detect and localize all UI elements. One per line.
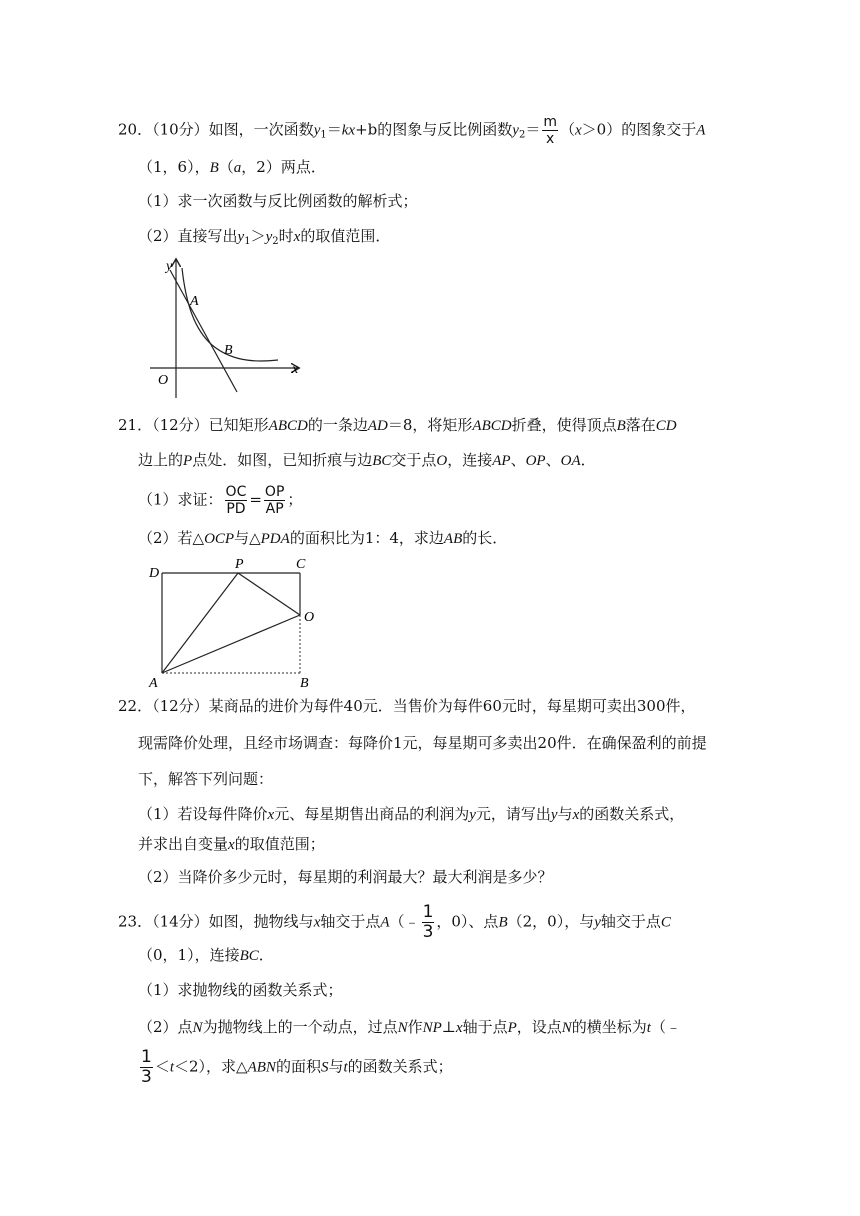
q20-function-graph — [140, 250, 310, 400]
q21-rectangle-figure — [140, 555, 330, 690]
q23-fraction-one-third-2: $\frac{1}{3}$ — [141, 1047, 152, 1087]
label-c: C — [296, 557, 306, 572]
q22-line-1: 22．（12分）某商品的进价为每件40元．当售价为每件60元时，每星期可卖出300件， — [118, 697, 696, 715]
label-o: O — [304, 610, 315, 625]
q22-line-2: 现需降价处理，且经市场调查：每降价1元，每星期可多卖出20件．在确保盈利的前提 — [138, 734, 707, 752]
segment-ap — [162, 573, 238, 673]
label-d: D — [149, 566, 160, 581]
q22-part-2: （2）当降价多少元时，每星期的利润最大？最大利润是多少？ — [138, 868, 553, 886]
q21-part-2: （2）若△OCP与△PDA的面积比为1：4，求边AB的长． — [138, 529, 508, 547]
q23-part-2: （2）点N为抛物线上的一个动点，过点N作NP⊥x轴于点P，设点N的横坐标为t（﹣ — [138, 1018, 681, 1036]
q21-line-2: 边上的P点处．如图，已知折痕与边BC交于点O，连接AP、OP、OA． — [138, 451, 596, 469]
label-b: B — [300, 676, 309, 690]
label-a: A — [149, 676, 158, 690]
q23-number: 23． — [118, 912, 153, 931]
q22-part-1: （1）若设每件降价x元、每星期售出商品的利润为y元，请写出y与x的函数关系式， — [138, 805, 685, 823]
q21-fraction-oc-pd: $\frac{OC}{PD}$ — [225, 484, 247, 517]
q20-part-2: （2）直接写出$y_1>y_2$时x的取值范围． — [138, 227, 391, 247]
q21-fraction-op-ap: $\frac{OP}{AP}$ — [264, 484, 285, 517]
q23-fraction-one-third: $\frac{1}{3}$ — [422, 902, 434, 942]
q23-line-1: 23．（14分）如图，抛物线与x轴交于点A（﹣ $\frac{1}{3}$ ，0）、点B（2，0），与y轴交于点C — [118, 902, 671, 942]
origin-label: O — [158, 373, 169, 388]
linear-function-line — [170, 270, 237, 392]
point-a-label: A — [190, 294, 199, 309]
q20-number: 20． — [118, 120, 153, 139]
y-axis-label: y — [166, 259, 173, 274]
segment-ao — [162, 615, 300, 673]
q22-line-3: 下，解答下列问题： — [138, 770, 274, 788]
label-p: P — [235, 557, 244, 572]
segment-po — [238, 573, 300, 615]
q20-fraction-m-over-x: $\frac{m}{x}$ — [543, 114, 557, 147]
q21-part-1: （1）求证： $\frac{OC}{PD}$ = $\frac{OP}{AP}$ ； — [138, 484, 303, 517]
q23-part-1: （1）求抛物线的函数关系式； — [138, 981, 343, 999]
q22-part-1-cont: 并求出自变量x的取值范围； — [138, 835, 325, 853]
x-axis-label: x — [292, 362, 299, 377]
q22-number: 22． — [118, 697, 153, 715]
q20-line-1: 20．（10分）如图，一次函数$y_1=kx+b$的图象与反比例函数$y_2=$ $\frac{m}{x}$ （x＞0）的图象交于A — [118, 114, 706, 147]
q23-line-2: （0，1），连接BC． — [138, 946, 274, 964]
q23-part-2-cont: $\frac{1}{3}$ ＜t＜2），求△ABN的面积S与t的函数关系式； — [141, 1047, 453, 1087]
q21-number: 21． — [118, 416, 153, 434]
q20-part-1: （1）求一次函数与反比例函数的解析式； — [138, 192, 418, 210]
point-b-label: B — [224, 343, 233, 358]
q21-line-1: 21．（12分）已知矩形ABCD的一条边AD＝8，将矩形ABCD折叠，使得顶点B落在CD — [118, 416, 677, 434]
q20-line-2: （1，6），B（a，2）两点． — [138, 158, 326, 176]
